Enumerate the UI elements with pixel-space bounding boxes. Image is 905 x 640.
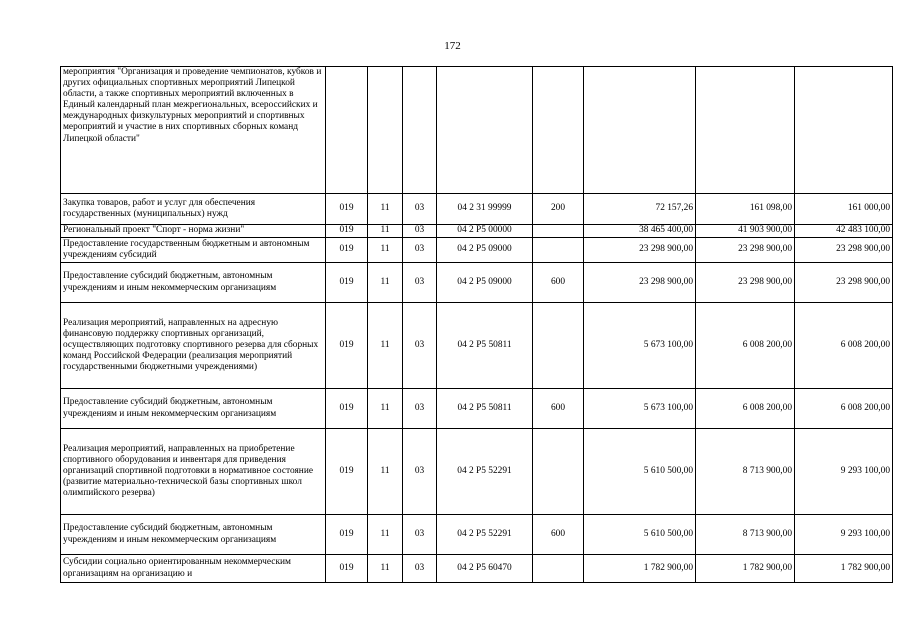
amount-year-3: 9 293 100,00 bbox=[795, 515, 893, 555]
amount-year-3: 6 008 200,00 bbox=[795, 389, 893, 429]
section-code: 11 bbox=[368, 194, 403, 225]
expense-type-code bbox=[533, 67, 584, 194]
section-code: 11 bbox=[368, 225, 403, 238]
amount-year-3: 9 293 100,00 bbox=[795, 429, 893, 515]
target-article-code: 04 2 P5 09000 bbox=[437, 263, 533, 303]
section-code: 11 bbox=[368, 263, 403, 303]
ministry-code: 019 bbox=[326, 263, 368, 303]
amount-year-1: 5 673 100,00 bbox=[584, 303, 696, 389]
subsection-code: 03 bbox=[403, 194, 437, 225]
expense-type-code bbox=[533, 238, 584, 263]
target-article-code: 04 2 P5 50811 bbox=[437, 389, 533, 429]
subsection-code bbox=[403, 67, 437, 194]
target-article-code: 04 2 P5 52291 bbox=[437, 515, 533, 555]
ministry-code: 019 bbox=[326, 238, 368, 263]
row-name: Реализация мероприятий, направленных на адресную финансовую поддержку спортивных организаций, осуществляющих подготовку спортивного резерва для сборных команд Российской Федерации (реализация мероприятий государственными бюджетными учреждениями) bbox=[61, 303, 326, 389]
subsection-code: 03 bbox=[403, 238, 437, 263]
row-name: Субсидии социально ориентированным некоммерческим организациям на организацию и bbox=[61, 555, 326, 583]
expense-type-code: 600 bbox=[533, 263, 584, 303]
amount-year-3: 42 483 100,00 bbox=[795, 225, 893, 238]
target-article-code: 04 2 P5 52291 bbox=[437, 429, 533, 515]
ministry-code bbox=[326, 67, 368, 194]
amount-year-2: 6 008 200,00 bbox=[696, 303, 795, 389]
amount-year-1: 5 610 500,00 bbox=[584, 429, 696, 515]
section-code: 11 bbox=[368, 555, 403, 583]
subsection-code: 03 bbox=[403, 389, 437, 429]
amount-year-3: 23 298 900,00 bbox=[795, 263, 893, 303]
section-code bbox=[368, 67, 403, 194]
section-code: 11 bbox=[368, 303, 403, 389]
table-row bbox=[61, 515, 893, 555]
amount-year-3: 23 298 900,00 bbox=[795, 238, 893, 263]
table-row bbox=[61, 389, 893, 429]
target-article-code: 04 2 P5 60470 bbox=[437, 555, 533, 583]
row-name: Предоставление субсидий бюджетным, автономным учреждениям и иным некоммерческим организациям bbox=[61, 263, 326, 303]
table-row bbox=[61, 225, 893, 238]
expense-type-code bbox=[533, 225, 584, 238]
amount-year-3: 1 782 900,00 bbox=[795, 555, 893, 583]
ministry-code: 019 bbox=[326, 389, 368, 429]
amount-year-2 bbox=[696, 67, 795, 194]
expense-type-code: 200 bbox=[533, 194, 584, 225]
expense-type-code: 600 bbox=[533, 389, 584, 429]
page-number: 172 bbox=[444, 40, 461, 52]
amount-year-1: 1 782 900,00 bbox=[584, 555, 696, 583]
row-name: мероприятия "Организация и проведение чемпионатов, кубков и других официальных спортивных мероприятий Липецкой области, а также спортивных мероприятий включенных в Единый календарный план межрегиональных, всероссийских и международных физкультурных мероприятий и спортивных мероприятий и участие в них спортивных сборных команд Липецкой области" bbox=[61, 67, 326, 194]
ministry-code: 019 bbox=[326, 303, 368, 389]
target-article-code: 04 2 P5 09000 bbox=[437, 238, 533, 263]
table-row bbox=[61, 429, 893, 515]
subsection-code: 03 bbox=[403, 515, 437, 555]
amount-year-3: 161 000,00 bbox=[795, 194, 893, 225]
amount-year-2: 161 098,00 bbox=[696, 194, 795, 225]
ministry-code: 019 bbox=[326, 225, 368, 238]
amount-year-3: 6 008 200,00 bbox=[795, 303, 893, 389]
amount-year-1 bbox=[584, 67, 696, 194]
amount-year-2: 23 298 900,00 bbox=[696, 238, 795, 263]
section-code: 11 bbox=[368, 429, 403, 515]
row-name: Предоставление государственным бюджетным и автономным учреждениям субсидий bbox=[61, 238, 326, 263]
row-name: Предоставление субсидий бюджетным, автономным учреждениям и иным некоммерческим организациям bbox=[61, 515, 326, 555]
amount-year-2: 23 298 900,00 bbox=[696, 263, 795, 303]
section-code: 11 bbox=[368, 389, 403, 429]
row-name: Реализация мероприятий, направленных на приобретение спортивного оборудования и инвентаря для приведения организаций спортивной подготовки в нормативное состояние (развитие материально-технической базы спортивных школ олимпийского резерва) bbox=[61, 429, 326, 515]
row-name: Предоставление субсидий бюджетным, автономным учреждениям и иным некоммерческим организациям bbox=[61, 389, 326, 429]
ministry-code: 019 bbox=[326, 194, 368, 225]
ministry-code: 019 bbox=[326, 429, 368, 515]
subsection-code: 03 bbox=[403, 303, 437, 389]
expense-type-code bbox=[533, 555, 584, 583]
subsection-code: 03 bbox=[403, 555, 437, 583]
amount-year-1: 5 673 100,00 bbox=[584, 389, 696, 429]
expense-type-code bbox=[533, 303, 584, 389]
expense-type-code bbox=[533, 429, 584, 515]
table-row bbox=[61, 303, 893, 389]
table-row bbox=[61, 67, 893, 194]
target-article-code: 04 2 P5 50811 bbox=[437, 303, 533, 389]
subsection-code: 03 bbox=[403, 429, 437, 515]
subsection-code: 03 bbox=[403, 263, 437, 303]
amount-year-1: 23 298 900,00 bbox=[584, 263, 696, 303]
subsection-code: 03 bbox=[403, 225, 437, 238]
table-row bbox=[61, 263, 893, 303]
amount-year-2: 8 713 900,00 bbox=[696, 429, 795, 515]
budget-table bbox=[60, 66, 893, 583]
ministry-code: 019 bbox=[326, 515, 368, 555]
amount-year-1: 5 610 500,00 bbox=[584, 515, 696, 555]
row-name: Закупка товаров, работ и услуг для обеспечения государственных (муниципальных) нужд bbox=[61, 194, 326, 225]
expense-type-code: 600 bbox=[533, 515, 584, 555]
ministry-code: 019 bbox=[326, 555, 368, 583]
table-row bbox=[61, 238, 893, 263]
target-article-code: 04 2 P5 00000 bbox=[437, 225, 533, 238]
section-code: 11 bbox=[368, 515, 403, 555]
section-code: 11 bbox=[368, 238, 403, 263]
amount-year-1: 38 465 400,00 bbox=[584, 225, 696, 238]
amount-year-2: 8 713 900,00 bbox=[696, 515, 795, 555]
amount-year-1: 72 157,26 bbox=[584, 194, 696, 225]
amount-year-1: 23 298 900,00 bbox=[584, 238, 696, 263]
target-article-code bbox=[437, 67, 533, 194]
amount-year-3 bbox=[795, 67, 893, 194]
amount-year-2: 6 008 200,00 bbox=[696, 389, 795, 429]
table-row bbox=[61, 194, 893, 225]
amount-year-2: 41 903 900,00 bbox=[696, 225, 795, 238]
table-row bbox=[61, 555, 893, 583]
amount-year-2: 1 782 900,00 bbox=[696, 555, 795, 583]
target-article-code: 04 2 31 99999 bbox=[437, 194, 533, 225]
row-name: Региональный проект "Спорт - норма жизни" bbox=[61, 225, 326, 238]
